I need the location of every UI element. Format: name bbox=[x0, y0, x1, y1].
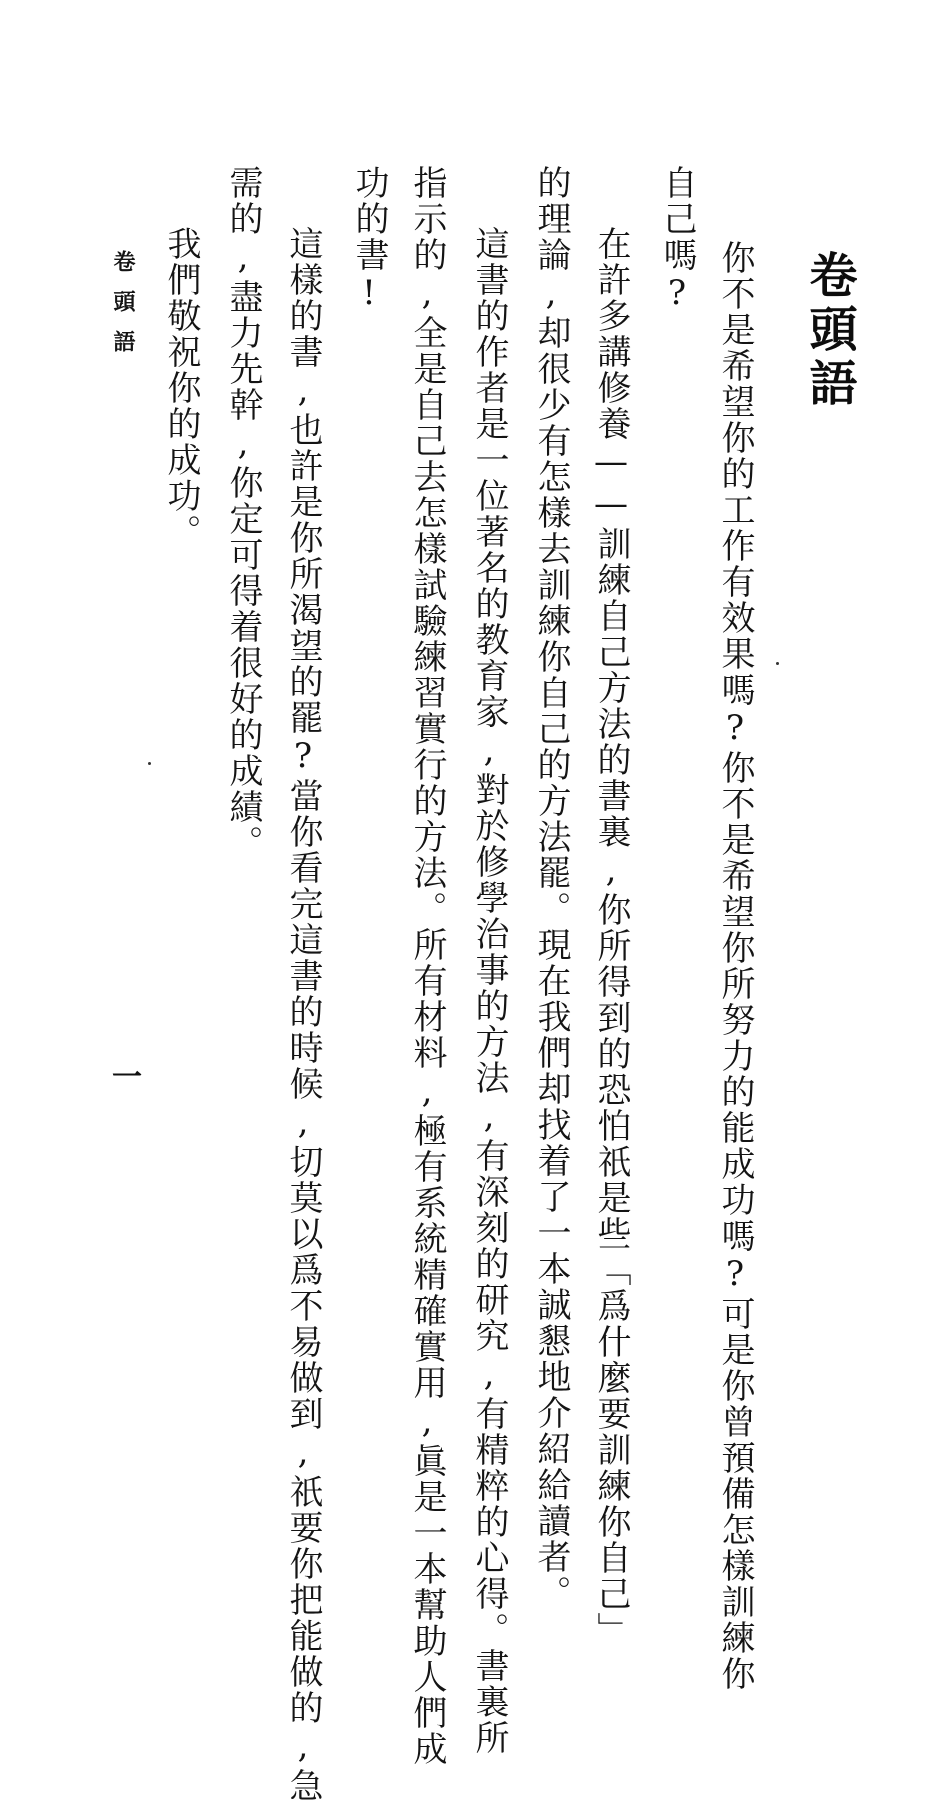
page-number: 一 bbox=[112, 1060, 142, 1095]
text-column-2: 自己嗎? bbox=[657, 165, 697, 315]
print-speck bbox=[776, 662, 779, 665]
text-column-8: 這樣的書,也許是你所渴望的罷?當你看完這書的時候,切莫以爲不易做到,祇要你把能做的,急 bbox=[283, 226, 323, 1804]
text-column-9: 需的,盡力先幹,你定可得着很好的成績。 bbox=[223, 165, 263, 861]
text-column-1: 你不是希望你的工作有效果嗎?你不是希望你所努力的能成功嗎?可是你曾預備怎樣訓練你 bbox=[715, 240, 755, 1692]
text-column-4: 的理論,却很少有怎樣去訓練你自己的方法罷。現在我們却找着了一本誠懇地介紹給讀者。 bbox=[531, 165, 571, 1611]
text-column-7: 功的書! bbox=[349, 165, 389, 315]
text-column-6: 指示的,全是自己去怎樣試驗練習實行的方法。所有材料,極有系統精確實用,眞是一本幫助人們成 bbox=[407, 165, 447, 1767]
page-title: 卷頭語 bbox=[801, 250, 857, 412]
text-column-5: 這書的作者是一位著名的教育家,對於修學治事的方法,有深刻的研究,有精粹的心得。書裏所 bbox=[469, 226, 509, 1756]
running-title: 卷頭語 bbox=[110, 250, 136, 370]
print-speck bbox=[148, 762, 151, 765]
text-column-10: 我們敬祝你的成功。 bbox=[161, 226, 201, 550]
text-column-3: 在許多講修養——訓練自己方法的書裏,你所得到的恐怕祇是些「爲什麼要訓練你自己」 bbox=[591, 226, 631, 1648]
